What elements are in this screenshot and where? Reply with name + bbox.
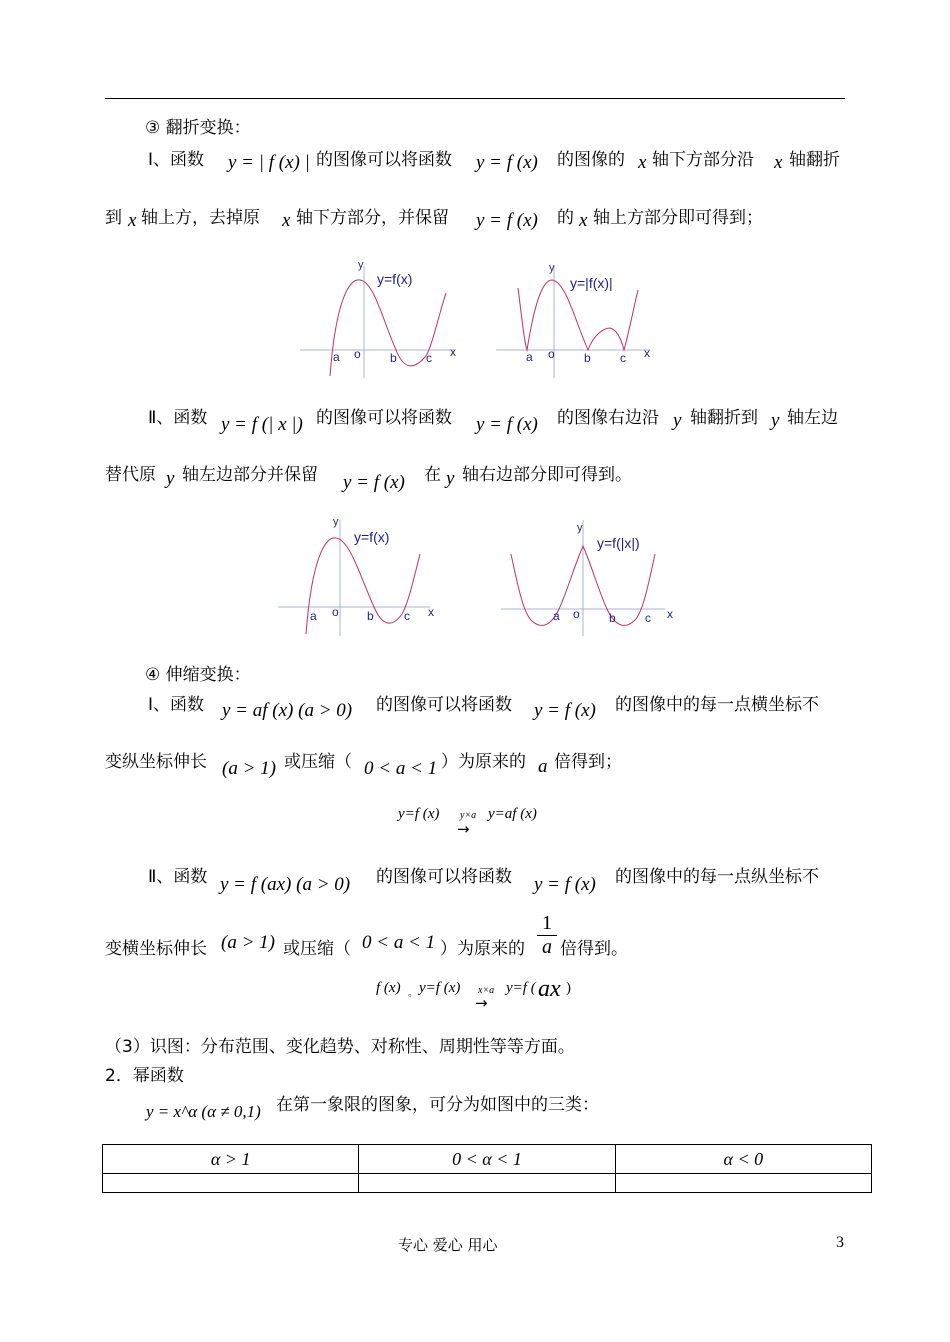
eq-f-absx: y = f (| x |) (221, 414, 303, 435)
text: 的图像中的每一点纵坐标不 (615, 867, 819, 887)
axis-y-label: y (358, 259, 364, 271)
map2-right-b: ax (538, 976, 561, 1002)
map2-right-a: y=f ( (506, 980, 536, 996)
map1-op: y×a (460, 810, 477, 821)
text: 的 (557, 208, 574, 228)
para-i-label: Ⅰ、函数 (148, 695, 205, 715)
graph-f-absx (497, 512, 682, 640)
text: 轴翻折到 (690, 408, 758, 428)
tick-a: a (333, 350, 340, 364)
axis-x-label: x (450, 345, 456, 359)
map2-left: f (x) (376, 980, 401, 996)
text: 的图像右边沿 (557, 408, 659, 428)
header-rule (105, 98, 845, 99)
text: ）为原来的 (441, 752, 526, 772)
axis-x-label: x (667, 607, 673, 621)
text: 到 (105, 208, 122, 228)
tick-b: b (584, 351, 591, 365)
map1-arrow-icon: → (457, 820, 470, 838)
tick-c: c (620, 351, 626, 365)
eq-fx: y = f (x) (534, 700, 596, 721)
text: 在 (424, 465, 441, 485)
section-heading-power: 2．幂函数 (105, 1066, 184, 1086)
table-cell (615, 1174, 871, 1193)
text: 轴上方部分即可得到； (593, 208, 763, 228)
var-x: x (579, 210, 588, 231)
map2-mid: y=f (x) (419, 980, 461, 996)
graph-fx-2 (274, 512, 444, 640)
text: 在第一象限的图象，可分为如图中的三类： (276, 1095, 599, 1115)
text: 的图像的 (557, 150, 625, 170)
var-y: y (166, 468, 175, 489)
graph-label: y=f(x) (354, 529, 390, 545)
graph-label: y=|f(x)| (570, 275, 613, 291)
para-ii-label: Ⅱ、函数 (148, 408, 208, 428)
table-row (103, 1174, 872, 1193)
text: 或压缩（ (284, 752, 352, 772)
text: 变纵坐标伸长 (105, 752, 207, 772)
tick-o: o (548, 347, 555, 361)
var-x: x (638, 152, 647, 173)
map2-dot: 。 (408, 988, 418, 999)
var-x: x (282, 210, 291, 231)
tick-c: c (645, 611, 651, 625)
text: 的图像可以将函数 (376, 695, 512, 715)
text: 替代原 (105, 465, 156, 485)
axis-y-label: y (577, 522, 583, 534)
cond-range: 0 < a < 1 (364, 758, 438, 779)
para-i-label: Ⅰ、函数 (148, 150, 205, 170)
fraction-1-over-a (537, 912, 557, 959)
section-title-scale: ④ 伸缩变换： (145, 665, 251, 685)
section-title-fold: ③ 翻折变换： (145, 118, 251, 138)
text: 倍得到。 (560, 939, 628, 959)
text: 的图像可以将函数 (316, 408, 452, 428)
map2-op: x×a (478, 985, 495, 996)
axis-y-label: y (333, 516, 339, 528)
cond-range: 0 < a < 1 (362, 932, 436, 953)
table-row (103, 1145, 872, 1174)
tick-a: a (526, 350, 533, 364)
text: 的图像可以将函数 (376, 867, 512, 887)
graph-abs-fx (492, 258, 662, 383)
axis-x-label: x (428, 605, 434, 619)
table-cell (359, 1174, 615, 1193)
text: ）为原来的 (440, 939, 525, 959)
curve (306, 538, 420, 634)
cond-a-gt-1: (a > 1) (221, 932, 275, 953)
eq-fx: y = f (x) (476, 414, 538, 435)
table-header-cell: 0 < α < 1 (359, 1145, 615, 1174)
text: 倍得到； (554, 752, 622, 772)
text: 轴下方部分，并保留 (296, 208, 449, 228)
eq-f-ax: y = f (ax) (a > 0) (220, 874, 351, 895)
tick-b: b (367, 609, 374, 623)
map1-right: y=af (x) (488, 806, 537, 822)
var-a: a (538, 756, 548, 777)
text: 轴下方部分沿 (652, 150, 754, 170)
frac-numerator: 1 (542, 912, 552, 934)
tick-o: o (332, 605, 339, 619)
var-y: y (673, 410, 682, 431)
eq-fx: y = f (x) (476, 210, 538, 231)
text: 轴左边部分并保留 (182, 465, 318, 485)
graph-label: y=f(x) (377, 271, 413, 287)
eq-fx: y = f (x) (534, 874, 596, 895)
tick-c: c (404, 609, 410, 623)
footer-motto: 专心 爱心 用心 (398, 1236, 498, 1254)
eq-fx: y = f (x) (343, 472, 405, 493)
tick-a: a (553, 609, 560, 623)
text: 轴左边 (787, 408, 838, 428)
var-x: x (128, 210, 137, 231)
text: 或压缩（ (283, 939, 351, 959)
axis-y-label: y (549, 262, 555, 274)
var-y: y (446, 468, 455, 489)
page-number: 3 (836, 1234, 844, 1251)
text: 变横坐标伸长 (105, 939, 207, 959)
graph-fx-1 (296, 258, 466, 383)
var-x: x (774, 152, 783, 173)
table-cell (103, 1174, 359, 1193)
axis-x-label: x (644, 346, 650, 360)
tick-b: b (609, 611, 616, 625)
text: 轴翻折 (789, 150, 840, 170)
graph-label: y=f(|x|) (597, 535, 640, 551)
tick-b: b (390, 351, 397, 365)
para-ii-label: Ⅱ、函数 (148, 867, 208, 887)
tick-a: a (310, 609, 317, 623)
text: 轴右边部分即可得到。 (462, 465, 632, 485)
map2-arrow-icon: → (475, 994, 488, 1012)
power-function-table (102, 1144, 872, 1193)
tick-o: o (573, 607, 580, 621)
map1-left: y=f (x) (398, 806, 440, 822)
cond-a-gt-1: (a > 1) (222, 758, 276, 779)
tick-c: c (426, 351, 432, 365)
frac-denominator: a (537, 935, 557, 959)
table-header-cell: α < 0 (615, 1145, 871, 1174)
eq-abs-fx: y = | f (x) | (228, 152, 310, 173)
tick-o: o (354, 347, 361, 361)
text: 的图像中的每一点横坐标不 (615, 695, 819, 715)
text: 轴上方，去掉原 (141, 208, 260, 228)
table-header-cell: α > 1 (103, 1145, 359, 1174)
eq-fx: y = f (x) (476, 152, 538, 173)
eq-power: y = x^α (α ≠ 0,1) (146, 1102, 261, 1121)
text: 的图像可以将函数 (316, 150, 452, 170)
recognize-graph-line: （3）识图：分布范围、变化趋势、对称性、周期性等等方面。 (105, 1037, 575, 1057)
var-y: y (771, 410, 780, 431)
map2-right-c: ) (566, 980, 571, 996)
eq-afx: y = af (x) (a > 0) (222, 700, 353, 721)
